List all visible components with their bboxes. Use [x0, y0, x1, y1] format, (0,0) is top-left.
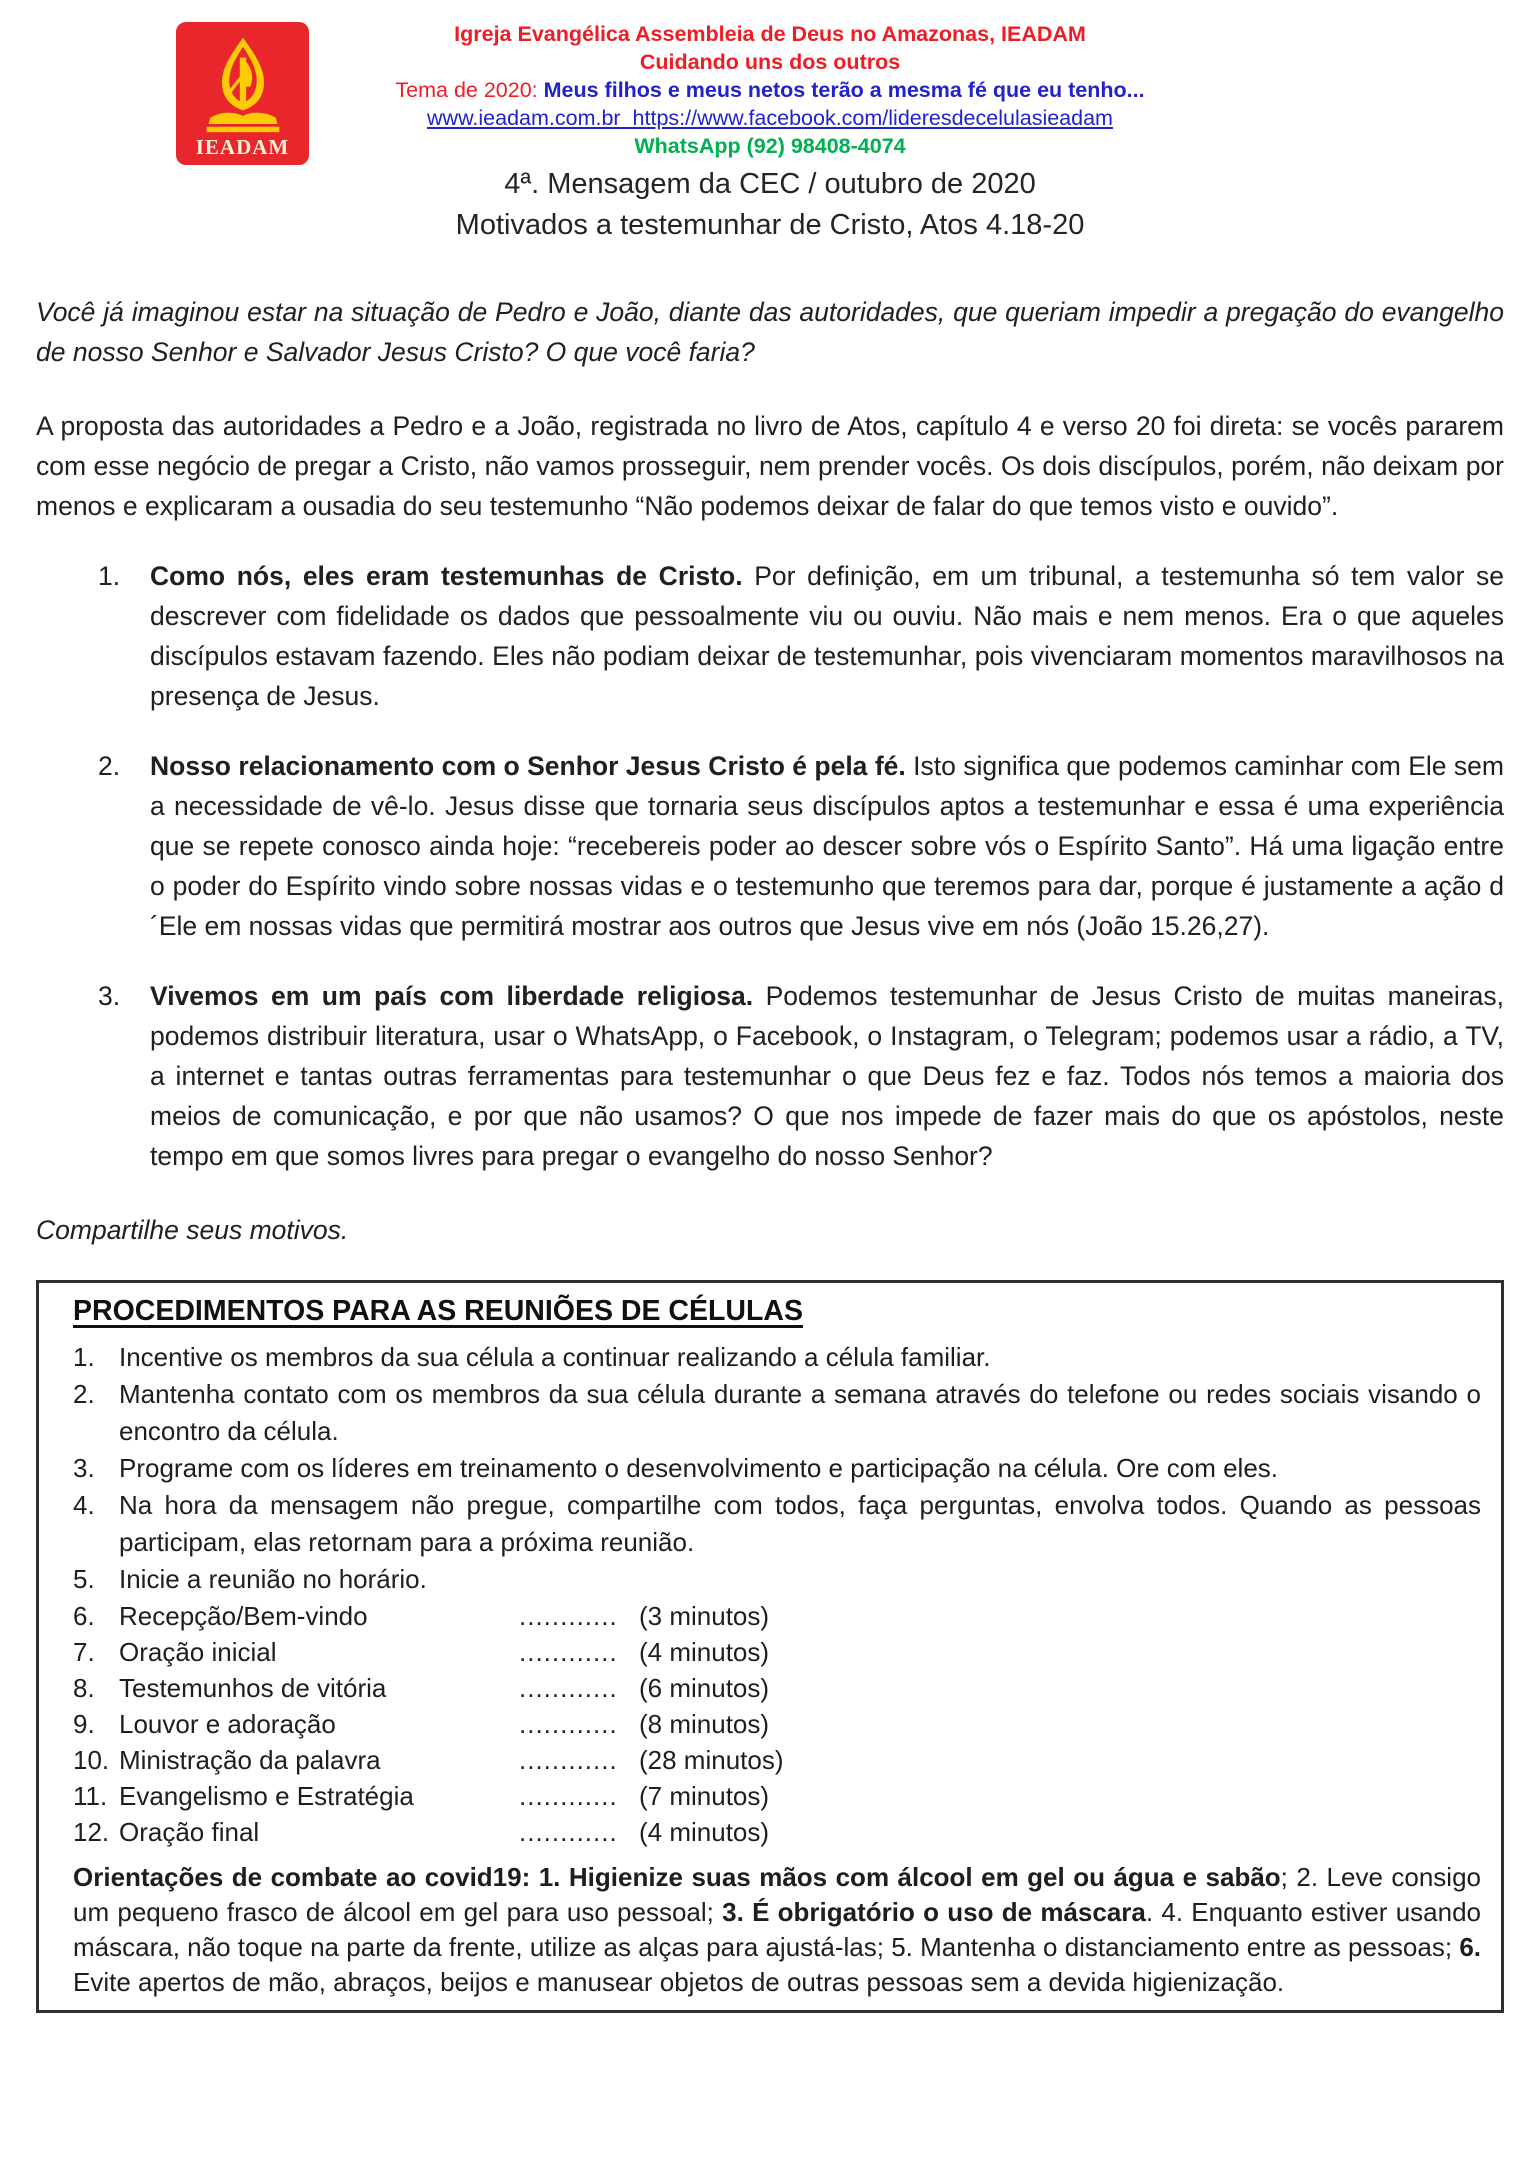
schedule-row-time: (6 minutos) — [639, 1673, 770, 1703]
covid-segment-4: . 4. Enquanto estiver usando máscara, não toque na parte da frente, utilize as alças para ajustá-las; 5. Mantenha o distanciamento entre as pessoas; — [73, 1897, 1482, 1962]
procedure-item-3-number: 3. — [73, 1453, 95, 1483]
dotted-leader: ............ — [519, 1637, 618, 1667]
procedure-item-2 — [73, 1376, 1481, 1450]
point-1-lead: Como nós, eles eram testemunhas de Cristo. — [150, 561, 743, 591]
schedule-row-label: Testemunhos de vitória — [119, 1673, 387, 1703]
schedule-row-number: 6. — [73, 1601, 95, 1631]
point-1 — [36, 556, 1504, 716]
schedule-row-opening-prayer — [73, 1634, 1481, 1670]
point-3 — [36, 976, 1504, 1176]
message-subtitle: Motivados a testemunhar de Cristo, Atos 4.18-20 — [455, 209, 1085, 241]
schedule-row-label: Louvor e adoração — [119, 1709, 336, 1739]
dotted-leader: ............ — [519, 1601, 618, 1631]
procedure-item-4-number: 4. — [73, 1490, 95, 1520]
dotted-leader: ............ — [519, 1817, 618, 1847]
schedule-row-reception — [73, 1598, 1481, 1634]
schedule-row-time: (28 minutos) — [639, 1745, 784, 1775]
whatsapp-line: WhatsApp (92) 98408-4074 — [634, 134, 906, 158]
schedule-row-number: 11. — [73, 1781, 108, 1811]
schedule-row-evangelism — [73, 1778, 1481, 1814]
procedure-item-4 — [73, 1487, 1481, 1561]
schedule-row-final-prayer — [73, 1814, 1481, 1850]
point-2-lead: Nosso relacionamento com o Senhor Jesus Cristo é pela fé. — [150, 751, 906, 781]
covid-segment-2: ; 2. Leve consigo um pequeno frasco de álcool em gel para uso pessoal; — [73, 1862, 1481, 1927]
procedure-item-3 — [73, 1450, 1481, 1487]
website-link[interactable]: www.ieadam.com.br — [427, 106, 621, 130]
procedure-item-1-text: Incentive os membros da sua célula a continuar realizando a célula familiar. — [119, 1342, 991, 1372]
share-prompt: Compartilhe seus motivos. — [36, 1215, 349, 1245]
schedule-row-number: 7. — [73, 1637, 95, 1667]
facebook-link[interactable]: https://www.facebook.com/lideresdecelulasieadam — [632, 106, 1113, 130]
logo-wordmark: IEADAM — [195, 135, 290, 159]
flame-book-icon — [197, 34, 289, 134]
schedule-row-worship — [73, 1706, 1481, 1742]
point-2 — [36, 746, 1504, 946]
schedule-row-number: 12. — [73, 1817, 110, 1847]
procedure-item-5-number: 5. — [73, 1564, 95, 1594]
covid-segment-3: 3. É obrigatório o uso de máscara — [722, 1897, 1146, 1927]
dotted-leader: ............ — [519, 1745, 618, 1775]
context-paragraph: A proposta das autoridades a Pedro e a João, registrada no livro de Atos, capítulo 4 e verso 20 foi direta: se vocês pararem com esse negócio de pregar a Cristo, não vamos prosseguir, nem prender vocês. Os dois discípulos, porém, não deixam por menos e explicaram a ousadia do seu testemunho “Não podemos deixar de falar do que temos visto e ouvido”. — [36, 411, 1504, 521]
procedures-box — [36, 1280, 1504, 2013]
theme-text: Meus filhos e meus netos terão a mesma fé que eu tenho... — [543, 78, 1145, 102]
procedure-item-1 — [73, 1339, 1481, 1376]
point-3-lead: Vivemos em um país com liberdade religiosa. — [150, 981, 754, 1011]
procedure-item-5-text: Inicie a reunião no horário. — [119, 1564, 427, 1594]
ieadam-logo — [176, 22, 309, 165]
schedule-row-label: Oração final — [119, 1817, 260, 1847]
church-motto-line: Cuidando uns dos outros — [639, 50, 901, 74]
church-name-line: Igreja Evangélica Assembleia de Deus no Amazonas, IEADAM — [454, 22, 1086, 46]
point-2-text — [150, 746, 1504, 946]
point-3-rest: Podemos testemunhar de Jesus Cristo de muitas maneiras, podemos distribuir literatura, usar o WhatsApp, o Facebook, o Instagram, o Telegram; podemos usar a rádio, a TV, a internet e tantas outras ferramentas para testemunhar o que Deus fez e faz. Todos nós temos a maioria dos meios de comunicação, e por que não usamos? O que nos impede de fazer mais do que os apóstolos, neste tempo em que somos livres para pregar o evangelho do nosso Senhor? — [150, 981, 1504, 1171]
covid-segment-6: Evite apertos de mão, abraços, beijos e manusear objetos de outras pessoas sem a devida higienização. — [73, 1967, 1285, 1997]
point-2-rest: Isto significa que podemos caminhar com Ele sem a necessidade de vê-lo. Jesus disse que tornaria seus discípulos aptos a testemunhar e essa é uma experiência que se repete conosco ainda hoje: “recebereis poder ao descer sobre vós o Espírito Santo”. Há uma ligação entre o poder do Espírito vindo sobre nossas vidas e o testemunho que teremos para dar, porque é justamente a ação d´Ele em nossas vidas que permitirá mostrar aos outros que Jesus vive em nós (João 15.26,27). — [150, 751, 1504, 941]
schedule-row-time: (8 minutos) — [639, 1709, 770, 1739]
dotted-leader: ............ — [519, 1673, 618, 1703]
point-1-rest: Por definição, em um tribunal, a testemunha só tem valor se descrever com fidelidade os dados que pessoalmente viu ou ouviu. Não mais e nem menos. Era o que aqueles discípulos estavam fazendo. Eles não podiam deixar de testemunhar, pois vivenciaram momentos maravilhosos na presença de Jesus. — [150, 561, 1505, 711]
schedule-row-label: Oração inicial — [119, 1637, 277, 1667]
schedule-row-testimonies — [73, 1670, 1481, 1706]
covid-segment-5: 6. — [1459, 1932, 1481, 1962]
procedure-item-5 — [73, 1561, 1481, 1598]
procedure-item-2-text: Mantenha contato com os membros da sua célula durante a semana através do telefone ou redes sociais visando o encontro da célula. — [119, 1379, 1481, 1446]
dotted-leader: ............ — [519, 1709, 618, 1739]
point-2-number: 2. — [98, 751, 121, 781]
procedure-item-4-text: Na hora da mensagem não pregue, compartilhe com todos, faça perguntas, envolva todos. Quando as pessoas participam, elas retornam para a próxima reunião. — [119, 1490, 1481, 1557]
theme-label: Tema de 2020: — [395, 78, 544, 102]
schedule-row-label: Evangelismo e Estratégia — [119, 1781, 414, 1811]
link-separator — [621, 106, 633, 130]
schedule-row-time: (4 minutos) — [639, 1637, 770, 1667]
schedule-row-time: (3 minutos) — [639, 1601, 770, 1631]
intro-paragraph: Você já imaginou estar na situação de Pedro e João, diante das autoridades, que queriam impedir a pregação do evangelho de nosso Senhor e Salvador Jesus Cristo? O que você faria? — [36, 297, 1504, 367]
schedule-row-label: Recepção/Bem-vindo — [119, 1601, 368, 1631]
point-1-text — [150, 556, 1504, 716]
schedule-row-ministration — [73, 1742, 1481, 1778]
covid-guidelines-paragraph — [73, 1860, 1481, 2000]
procedure-item-1-number: 1. — [73, 1342, 95, 1372]
schedule-row-number: 9. — [73, 1709, 95, 1739]
procedure-item-3-text: Programe com os líderes em treinamento o desenvolvimento e participação na célula. Ore com eles. — [119, 1453, 1279, 1483]
point-3-text — [150, 976, 1504, 1176]
schedule-row-number: 10. — [73, 1745, 110, 1775]
schedule-row-label: Ministração da palavra — [119, 1745, 381, 1775]
procedure-item-2-number: 2. — [73, 1379, 95, 1409]
procedures-heading: PROCEDIMENTOS PARA AS REUNIÕES DE CÉLULAS — [73, 1295, 803, 1327]
point-1-number: 1. — [98, 561, 121, 591]
schedule-row-time: (4 minutos) — [639, 1817, 770, 1847]
message-title: 4ª. Mensagem da CEC / outubro de 2020 — [504, 168, 1036, 200]
message-titles — [36, 164, 1504, 246]
covid-segment-1: Orientações de combate ao covid19: 1. Higienize suas mãos com álcool em gel ou água e sabão — [73, 1862, 1281, 1892]
dotted-leader: ............ — [519, 1781, 618, 1811]
schedule-row-number: 8. — [73, 1673, 95, 1703]
document-header — [36, 0, 1504, 246]
point-3-number: 3. — [98, 981, 121, 1011]
schedule-row-time: (7 minutos) — [639, 1781, 770, 1811]
